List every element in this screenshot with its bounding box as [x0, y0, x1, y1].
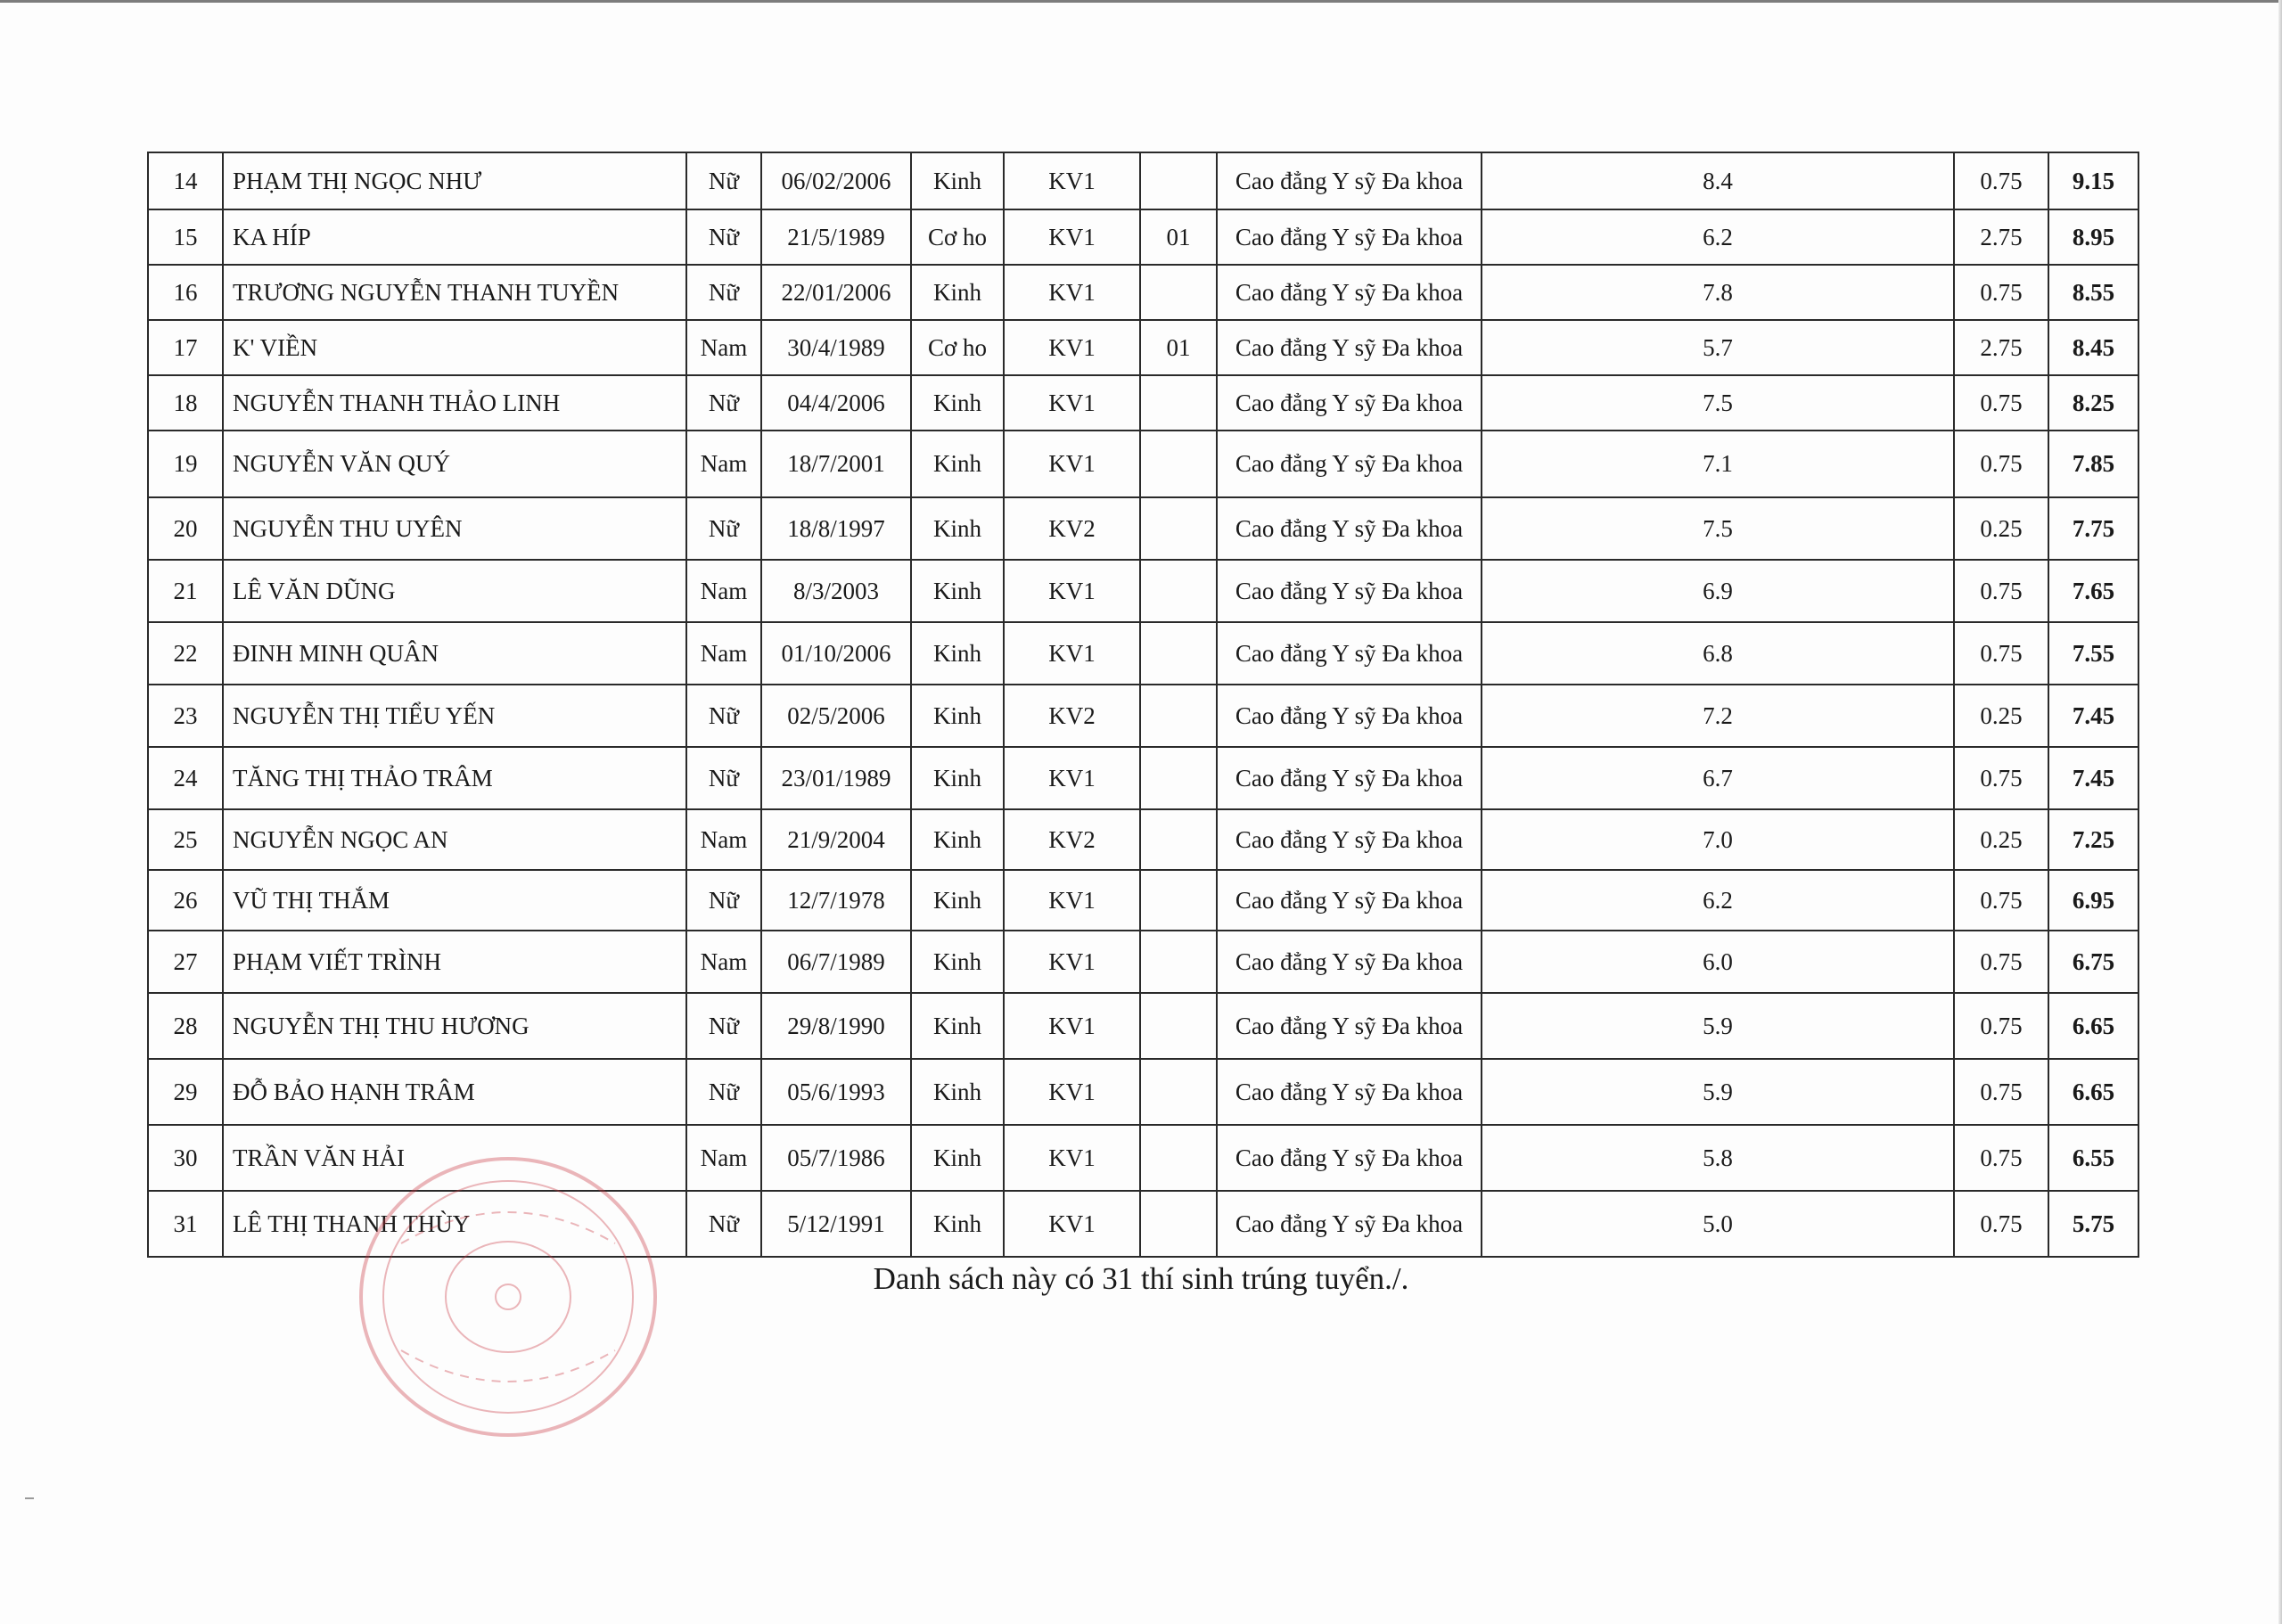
gender-cell: Nữ: [686, 685, 761, 747]
bonus-points-cell: 0.75: [1954, 747, 2048, 809]
major-cell: Cao đẳng Y sỹ Đa khoa: [1217, 209, 1482, 265]
birth-date-cell: 02/5/2006: [761, 685, 911, 747]
priority-area-cell: KV1: [1004, 993, 1140, 1059]
table-row: [148, 993, 2138, 1059]
candidate-name-cell: PHẠM VIẾT TRÌNH: [223, 931, 686, 993]
gender-cell: Nữ: [686, 375, 761, 431]
table-row: [148, 152, 2138, 209]
total-score-cell: 7.25: [2048, 809, 2138, 870]
major-cell: Cao đẳng Y sỹ Đa khoa: [1217, 993, 1482, 1059]
bonus-points-cell: 0.25: [1954, 685, 2048, 747]
exam-score-cell: 7.2: [1482, 685, 1954, 747]
priority-object-cell: [1140, 1191, 1217, 1257]
gender-cell: Nam: [686, 1125, 761, 1191]
table-row: [148, 497, 2138, 560]
birth-date-cell: 23/01/1989: [761, 747, 911, 809]
exam-score-cell: 6.7: [1482, 747, 1954, 809]
priority-object-cell: [1140, 375, 1217, 431]
major-cell: Cao đẳng Y sỹ Đa khoa: [1217, 265, 1482, 320]
ethnicity-cell: Kinh: [911, 809, 1004, 870]
priority-object-cell: [1140, 993, 1217, 1059]
gender-cell: Nữ: [686, 747, 761, 809]
candidate-name-cell: KA HÍP: [223, 209, 686, 265]
major-cell: Cao đẳng Y sỹ Đa khoa: [1217, 685, 1482, 747]
priority-area-cell: KV1: [1004, 1191, 1140, 1257]
candidate-name-cell: TRƯƠNG NGUYỄN THANH TUYỀN: [223, 265, 686, 320]
page-top-edge: [0, 0, 2282, 3]
priority-area-cell: KV1: [1004, 431, 1140, 497]
bonus-points-cell: 0.75: [1954, 993, 2048, 1059]
priority-object-cell: [1140, 560, 1217, 622]
ethnicity-cell: Cơ ho: [911, 209, 1004, 265]
priority-area-cell: KV1: [1004, 152, 1140, 209]
major-cell: Cao đẳng Y sỹ Đa khoa: [1217, 622, 1482, 685]
candidate-name-cell: K' VIỀN: [223, 320, 686, 375]
candidate-name-cell: ĐỖ BẢO HẠNH TRÂM: [223, 1059, 686, 1125]
row-number-cell: 19: [148, 431, 223, 497]
bonus-points-cell: 0.75: [1954, 870, 2048, 931]
priority-object-cell: [1140, 152, 1217, 209]
birth-date-cell: 8/3/2003: [761, 560, 911, 622]
exam-score-cell: 6.2: [1482, 209, 1954, 265]
candidate-name-cell: NGUYỄN THỊ TIỂU YẾN: [223, 685, 686, 747]
gender-cell: Nữ: [686, 1059, 761, 1125]
gender-cell: Nam: [686, 622, 761, 685]
candidate-name-cell: NGUYỄN THU UYÊN: [223, 497, 686, 560]
row-number-cell: 21: [148, 560, 223, 622]
priority-area-cell: KV1: [1004, 320, 1140, 375]
total-score-cell: 6.75: [2048, 931, 2138, 993]
birth-date-cell: 06/02/2006: [761, 152, 911, 209]
bonus-points-cell: 0.75: [1954, 560, 2048, 622]
row-number-cell: 31: [148, 1191, 223, 1257]
table-row: [148, 1059, 2138, 1125]
row-number-cell: 18: [148, 375, 223, 431]
major-cell: Cao đẳng Y sỹ Đa khoa: [1217, 431, 1482, 497]
birth-date-cell: 30/4/1989: [761, 320, 911, 375]
candidate-name-cell: TRẦN VĂN HẢI: [223, 1125, 686, 1191]
major-cell: Cao đẳng Y sỹ Đa khoa: [1217, 870, 1482, 931]
table-row: [148, 622, 2138, 685]
birth-date-cell: 29/8/1990: [761, 993, 911, 1059]
gender-cell: Nữ: [686, 497, 761, 560]
row-number-cell: 15: [148, 209, 223, 265]
exam-score-cell: 7.0: [1482, 809, 1954, 870]
exam-score-cell: 6.0: [1482, 931, 1954, 993]
priority-area-cell: KV2: [1004, 809, 1140, 870]
ethnicity-cell: Kinh: [911, 375, 1004, 431]
row-number-cell: 26: [148, 870, 223, 931]
exam-score-cell: 6.2: [1482, 870, 1954, 931]
ethnicity-cell: Kinh: [911, 152, 1004, 209]
major-cell: Cao đẳng Y sỹ Đa khoa: [1217, 560, 1482, 622]
candidate-name-cell: PHẠM THỊ NGỌC NHƯ: [223, 152, 686, 209]
bonus-points-cell: 0.75: [1954, 1125, 2048, 1191]
bonus-points-cell: 0.75: [1954, 1059, 2048, 1125]
total-score-cell: 7.45: [2048, 747, 2138, 809]
birth-date-cell: 18/7/2001: [761, 431, 911, 497]
table-row: [148, 685, 2138, 747]
row-number-cell: 30: [148, 1125, 223, 1191]
priority-area-cell: KV1: [1004, 265, 1140, 320]
row-number-cell: 23: [148, 685, 223, 747]
priority-area-cell: KV1: [1004, 209, 1140, 265]
birth-date-cell: 5/12/1991: [761, 1191, 911, 1257]
exam-score-cell: 7.8: [1482, 265, 1954, 320]
ethnicity-cell: Kinh: [911, 622, 1004, 685]
total-score-cell: 7.65: [2048, 560, 2138, 622]
ethnicity-cell: Kinh: [911, 265, 1004, 320]
priority-object-cell: [1140, 265, 1217, 320]
exam-score-cell: 7.5: [1482, 497, 1954, 560]
priority-object-cell: [1140, 622, 1217, 685]
birth-date-cell: 05/7/1986: [761, 1125, 911, 1191]
table-row: [148, 265, 2138, 320]
ethnicity-cell: Kinh: [911, 931, 1004, 993]
table-row: [148, 809, 2138, 870]
exam-score-cell: 5.8: [1482, 1125, 1954, 1191]
ethnicity-cell: Kinh: [911, 560, 1004, 622]
gender-cell: Nam: [686, 560, 761, 622]
exam-score-cell: 5.9: [1482, 993, 1954, 1059]
ethnicity-cell: Kinh: [911, 1125, 1004, 1191]
row-number-cell: 16: [148, 265, 223, 320]
exam-score-cell: 7.5: [1482, 375, 1954, 431]
priority-object-cell: 01: [1140, 320, 1217, 375]
candidate-name-cell: VŨ THỊ THẮM: [223, 870, 686, 931]
birth-date-cell: 04/4/2006: [761, 375, 911, 431]
birth-date-cell: 18/8/1997: [761, 497, 911, 560]
bonus-points-cell: 0.25: [1954, 497, 2048, 560]
candidate-name-cell: NGUYỄN THANH THẢO LINH: [223, 375, 686, 431]
priority-object-cell: [1140, 931, 1217, 993]
total-score-cell: 6.65: [2048, 1059, 2138, 1125]
major-cell: Cao đẳng Y sỹ Đa khoa: [1217, 497, 1482, 560]
priority-area-cell: KV2: [1004, 685, 1140, 747]
total-score-cell: 7.85: [2048, 431, 2138, 497]
bonus-points-cell: 0.75: [1954, 1191, 2048, 1257]
priority-object-cell: [1140, 685, 1217, 747]
bonus-points-cell: 0.75: [1954, 622, 2048, 685]
bonus-points-cell: 0.75: [1954, 152, 2048, 209]
birth-date-cell: 22/01/2006: [761, 265, 911, 320]
table-row: [148, 747, 2138, 809]
candidate-name-cell: NGUYỄN VĂN QUÝ: [223, 431, 686, 497]
ethnicity-cell: Kinh: [911, 1191, 1004, 1257]
gender-cell: Nữ: [686, 152, 761, 209]
row-number-cell: 20: [148, 497, 223, 560]
ethnicity-cell: Kinh: [911, 747, 1004, 809]
table-row: [148, 931, 2138, 993]
table-row: [148, 209, 2138, 265]
scan-mark: [25, 1497, 34, 1499]
bonus-points-cell: 0.75: [1954, 931, 2048, 993]
row-number-cell: 27: [148, 931, 223, 993]
exam-score-cell: 5.0: [1482, 1191, 1954, 1257]
ethnicity-cell: Kinh: [911, 1059, 1004, 1125]
birth-date-cell: 01/10/2006: [761, 622, 911, 685]
birth-date-cell: 05/6/1993: [761, 1059, 911, 1125]
bonus-points-cell: 0.75: [1954, 431, 2048, 497]
gender-cell: Nữ: [686, 265, 761, 320]
footer-note: Danh sách này có 31 thí sinh trúng tuyển./.: [873, 1261, 1409, 1296]
bonus-points-cell: 0.75: [1954, 375, 2048, 431]
priority-area-cell: KV1: [1004, 622, 1140, 685]
priority-area-cell: KV1: [1004, 1059, 1140, 1125]
ethnicity-cell: Kinh: [911, 497, 1004, 560]
ethnicity-cell: Kinh: [911, 870, 1004, 931]
row-number-cell: 24: [148, 747, 223, 809]
ethnicity-cell: Kinh: [911, 431, 1004, 497]
priority-object-cell: [1140, 497, 1217, 560]
bonus-points-cell: 2.75: [1954, 320, 2048, 375]
total-score-cell: 9.15: [2048, 152, 2138, 209]
gender-cell: Nữ: [686, 1191, 761, 1257]
row-number-cell: 25: [148, 809, 223, 870]
birth-date-cell: 21/9/2004: [761, 809, 911, 870]
exam-score-cell: 6.9: [1482, 560, 1954, 622]
row-number-cell: 22: [148, 622, 223, 685]
table-row: [148, 375, 2138, 431]
priority-object-cell: 01: [1140, 209, 1217, 265]
priority-object-cell: [1140, 431, 1217, 497]
gender-cell: Nam: [686, 431, 761, 497]
exam-score-cell: 6.8: [1482, 622, 1954, 685]
major-cell: Cao đẳng Y sỹ Đa khoa: [1217, 375, 1482, 431]
total-score-cell: 5.75: [2048, 1191, 2138, 1257]
gender-cell: Nữ: [686, 870, 761, 931]
bonus-points-cell: 0.25: [1954, 809, 2048, 870]
total-score-cell: 7.75: [2048, 497, 2138, 560]
priority-area-cell: KV1: [1004, 1125, 1140, 1191]
candidate-name-cell: LÊ VĂN DŨNG: [223, 560, 686, 622]
birth-date-cell: 21/5/1989: [761, 209, 911, 265]
table-row: [148, 560, 2138, 622]
total-score-cell: 6.95: [2048, 870, 2138, 931]
gender-cell: Nữ: [686, 209, 761, 265]
total-score-cell: 8.95: [2048, 209, 2138, 265]
total-score-cell: 7.55: [2048, 622, 2138, 685]
priority-area-cell: KV1: [1004, 931, 1140, 993]
row-number-cell: 14: [148, 152, 223, 209]
exam-score-cell: 5.7: [1482, 320, 1954, 375]
page-right-edge: [2278, 0, 2282, 1624]
admission-results-table: [147, 152, 2139, 1258]
exam-score-cell: 7.1: [1482, 431, 1954, 497]
candidate-name-cell: ĐINH MINH QUÂN: [223, 622, 686, 685]
priority-object-cell: [1140, 809, 1217, 870]
priority-area-cell: KV2: [1004, 497, 1140, 560]
birth-date-cell: 06/7/1989: [761, 931, 911, 993]
total-score-cell: 8.25: [2048, 375, 2138, 431]
major-cell: Cao đẳng Y sỹ Đa khoa: [1217, 809, 1482, 870]
row-number-cell: 29: [148, 1059, 223, 1125]
major-cell: Cao đẳng Y sỹ Đa khoa: [1217, 152, 1482, 209]
row-number-cell: 17: [148, 320, 223, 375]
priority-area-cell: KV1: [1004, 870, 1140, 931]
candidate-name-cell: NGUYỄN NGỌC AN: [223, 809, 686, 870]
major-cell: Cao đẳng Y sỹ Đa khoa: [1217, 1125, 1482, 1191]
total-score-cell: 6.55: [2048, 1125, 2138, 1191]
ethnicity-cell: Kinh: [911, 685, 1004, 747]
birth-date-cell: 12/7/1978: [761, 870, 911, 931]
major-cell: Cao đẳng Y sỹ Đa khoa: [1217, 1059, 1482, 1125]
row-number-cell: 28: [148, 993, 223, 1059]
priority-object-cell: [1140, 1059, 1217, 1125]
total-score-cell: 7.45: [2048, 685, 2138, 747]
table-body: [148, 152, 2138, 1257]
gender-cell: Nam: [686, 931, 761, 993]
priority-object-cell: [1140, 747, 1217, 809]
ethnicity-cell: Kinh: [911, 993, 1004, 1059]
exam-score-cell: 8.4: [1482, 152, 1954, 209]
priority-area-cell: KV1: [1004, 375, 1140, 431]
major-cell: Cao đẳng Y sỹ Đa khoa: [1217, 931, 1482, 993]
total-score-cell: 8.55: [2048, 265, 2138, 320]
priority-object-cell: [1140, 1125, 1217, 1191]
major-cell: Cao đẳng Y sỹ Đa khoa: [1217, 1191, 1482, 1257]
candidate-name-cell: NGUYỄN THỊ THU HƯƠNG: [223, 993, 686, 1059]
total-score-cell: 6.65: [2048, 993, 2138, 1059]
ethnicity-cell: Cơ ho: [911, 320, 1004, 375]
bonus-points-cell: 2.75: [1954, 209, 2048, 265]
candidate-name-cell: LÊ THỊ THANH THÙY: [223, 1191, 686, 1257]
candidate-name-cell: TĂNG THỊ THẢO TRÂM: [223, 747, 686, 809]
total-score-cell: 8.45: [2048, 320, 2138, 375]
table-row: [148, 870, 2138, 931]
official-seal: [348, 1145, 669, 1448]
bonus-points-cell: 0.75: [1954, 265, 2048, 320]
table-row: [148, 320, 2138, 375]
table-row: [148, 431, 2138, 497]
major-cell: Cao đẳng Y sỹ Đa khoa: [1217, 320, 1482, 375]
gender-cell: Nam: [686, 809, 761, 870]
priority-area-cell: KV1: [1004, 747, 1140, 809]
priority-object-cell: [1140, 870, 1217, 931]
priority-area-cell: KV1: [1004, 560, 1140, 622]
gender-cell: Nam: [686, 320, 761, 375]
major-cell: Cao đẳng Y sỹ Đa khoa: [1217, 747, 1482, 809]
gender-cell: Nữ: [686, 993, 761, 1059]
exam-score-cell: 5.9: [1482, 1059, 1954, 1125]
